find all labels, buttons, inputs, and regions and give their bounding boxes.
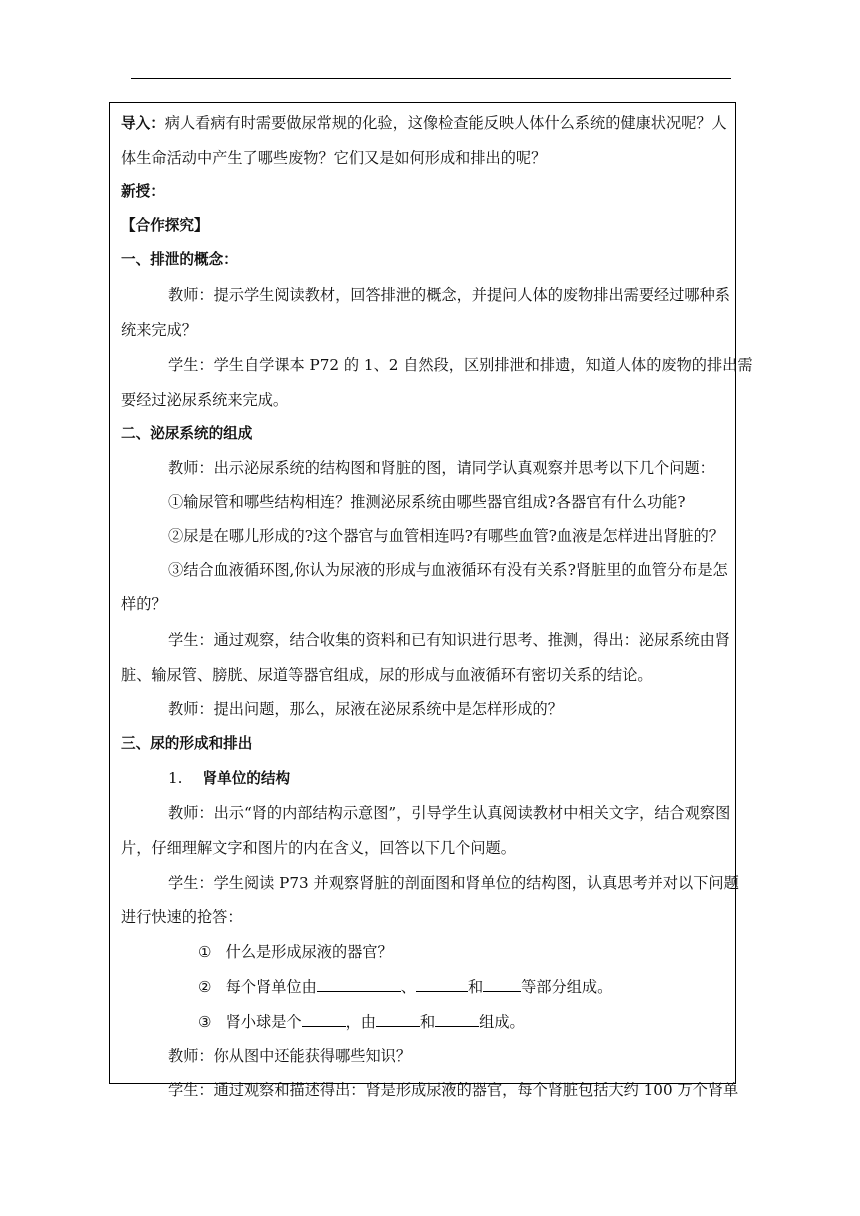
intro-text-2: 体生命活动中产生了哪些废物？它们又是如何形成和排出的呢？ (121, 149, 547, 167)
fill-blank-1[interactable] (317, 977, 401, 992)
item-3-text-a: 肾小球是个 (225, 1013, 302, 1031)
item-2-text-d: 等部分组成。 (521, 978, 613, 996)
item-3-number: ③ (198, 1013, 212, 1031)
question-item-2 (198, 977, 612, 997)
item-2-number: ② (198, 978, 212, 996)
item-2-text-b: 、 (400, 978, 416, 996)
section2-question-3a: ③结合血液循环图,你认为尿液的形成与血液循环有没有关系?肾脏里的血管分布是怎 (168, 561, 728, 579)
item-3-text-d: 组成。 (479, 1013, 525, 1031)
section1-heading: 一、排泄的概念： (121, 251, 238, 268)
item-2-text-c: 和 (467, 978, 484, 996)
cooperative-heading: 【合作探究】 (121, 217, 209, 234)
section3-student-3: 学生：通过观察和描述得出：肾是形成尿液的器官，每个肾脏包括大约 100 万个肾单 (168, 1081, 739, 1099)
fill-blank-4[interactable] (302, 1012, 346, 1027)
intro-label: 导入： (121, 115, 165, 132)
section2-student-1: 学生：通过观察，结合收集的资料和已有知识进行思考、推测，得出：泌尿系统由肾 (168, 631, 730, 649)
fill-blank-5[interactable] (376, 1012, 420, 1027)
section2-student-2: 脏、输尿管、膀胱、尿道等器官组成，尿的形成与血液循环有密切关系的结论。 (121, 666, 653, 684)
subheading-number: 1. (168, 769, 183, 787)
section3-subheading (168, 768, 290, 789)
item-2-text-a: 每个肾单位由 (225, 978, 317, 996)
section2-teacher: 教师：出示泌尿系统的结构图和肾脏的图，请同学认真观察并思考以下几个问题： (168, 459, 715, 477)
item-1-text: 什么是形成尿液的器官？ (225, 943, 393, 961)
item-3-text-b: ，由 (345, 1013, 376, 1031)
section2-heading: 二、泌尿系统的组成 (121, 425, 253, 442)
section3-student-2: 进行快速的抢答： (121, 908, 243, 926)
section2-question-1: ①输尿管和哪些结构相连？推测泌尿系统由哪些器官组成?各器官有什么功能? (168, 493, 686, 511)
item-3-text-c: 和 (419, 1013, 436, 1031)
subheading-title: 肾单位的结构 (202, 770, 291, 787)
question-item-3 (198, 1012, 525, 1032)
section1-student-1: 学生：学生自学课本 P72 的 1、2 自然段，区别排泄和排遗，知道人体的废物的排出需 (168, 356, 753, 374)
intro-text-1: 病人看病有时需要做尿常规的化验，这像检查能反映人体什么系统的健康状况呢？人 (164, 114, 727, 132)
section3-teacher-2: 片，仔细理解文字和图片的内在含义，回答以下几个问题。 (121, 839, 516, 857)
intro-line-1 (121, 113, 727, 134)
question-item-1 (198, 942, 393, 962)
section2-question-2: ②尿是在哪儿形成的?这个器官与血管相连吗?有哪些血管?血液是怎样进出肾脏的？ (168, 527, 724, 545)
section1-teacher-1: 教师：提示学生阅读教材，回答排泄的概念，并提问人体的废物排出需要经过哪种系 (168, 286, 730, 304)
section3-heading: 三、尿的形成和排出 (121, 735, 253, 752)
new-lesson-label: 新授： (121, 183, 165, 200)
section3-teacher-3: 教师：你从图中还能获得哪些知识？ (168, 1047, 411, 1065)
item-1-number: ① (198, 943, 212, 961)
section3-student-1: 学生：学生阅读 P73 并观察肾脏的剖面图和肾单位的结构图，认真思考并对以下问题 (168, 874, 739, 892)
section2-question-3b: 样的？ (121, 595, 167, 613)
fill-blank-2[interactable] (416, 977, 468, 992)
fill-blank-3[interactable] (483, 977, 521, 992)
fill-blank-6[interactable] (435, 1012, 479, 1027)
section1-student-2: 要经过泌尿系统来完成。 (121, 391, 289, 409)
section3-teacher-1: 教师：出示“肾的内部结构示意图”，引导学生认真阅读教材中相关文字，结合观察图 (168, 804, 731, 822)
page-header-rule (131, 78, 731, 79)
section1-teacher-2: 统来完成？ (121, 321, 197, 339)
section2-teacher-2: 教师：提出问题，那么，尿液在泌尿系统中是怎样形成的？ (168, 700, 563, 718)
